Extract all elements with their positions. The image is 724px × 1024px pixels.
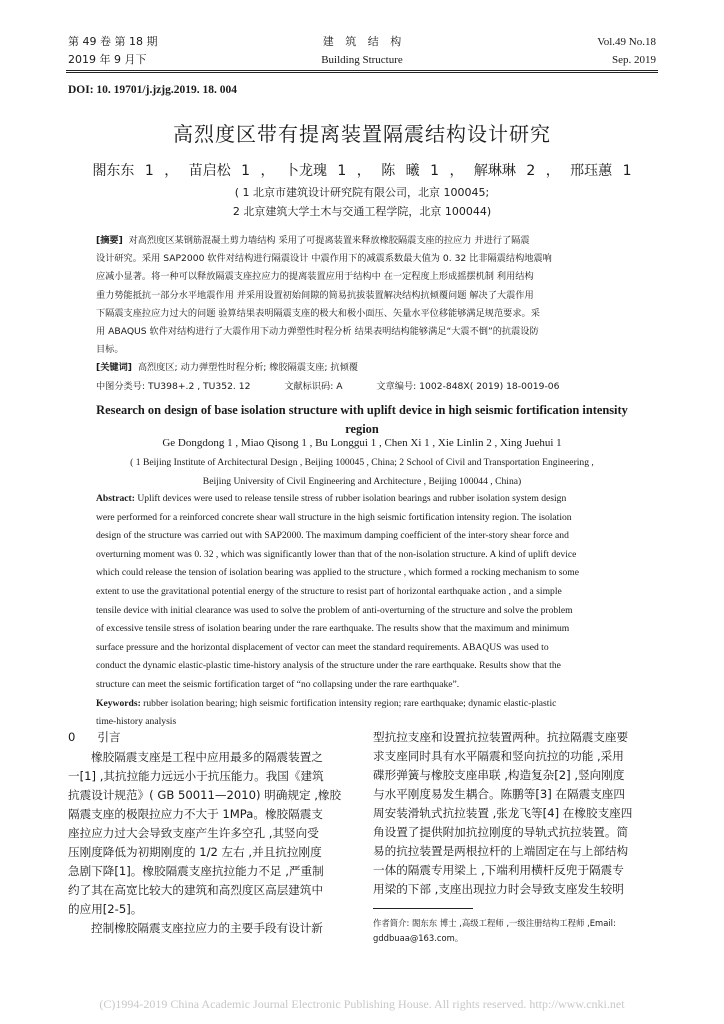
affiliation-en-2: Beijing University of Civil Engineering and Architecture , Beijing 100044 , China): [202, 476, 522, 487]
body-left-line: 控制橡胶隔震支座拉应力的主要手段有设计新: [91, 921, 323, 935]
abstract-en-line: extent to use the gravitational potential energy of the structure to resist part of horizontal earthquake action , and a simple: [96, 585, 562, 597]
abstract-en-label: Abstract:: [96, 493, 135, 504]
header-journal-cn: 建 筑 结 构: [322, 35, 402, 48]
abstract-en-line: [96, 490, 632, 509]
body-left-line: 抗震设计规范》( GB 50011—2010) 明确规定 ,橡胶: [68, 788, 342, 802]
abstract-cn-line: 目标。: [96, 344, 124, 356]
footnote-rule: [373, 908, 473, 909]
header-issue: 第 49 卷 第 18 期: [68, 35, 158, 48]
header-volume: Vol.49 No.18: [597, 36, 656, 48]
abstract-en-line: conduct the dynamic elastic-plastic time-history analysis of the structure under the rare earthquake. Results show that the: [96, 660, 561, 672]
abstract-en-line: which could release the tension of isolation bearing was applied to the structure , which formed a rocking mechanism to some: [96, 567, 580, 579]
footnote: [373, 916, 663, 946]
authors-cn: 閤东东 1 ， 苗启松 1 ， 卜龙瑰 1 ， 陈 曦 1 ， 解琳琳 2 ， 邢珏蕙 1: [92, 163, 632, 179]
classification-cn: [96, 378, 636, 396]
keywords-en-line: time-history analysis: [96, 716, 177, 728]
body-right-line: 一体的隔震专用梁上 ,下端利用横杆反兜于隔震专: [373, 863, 624, 877]
abstract-en-line: overturning moment was 0. 32 , which was significantly lower than that of the non-isolation structure. A kind of uplift device: [96, 548, 577, 560]
affiliation-cn-2: 2 北京建筑大学土木与交通工程学院，北京 100044): [232, 205, 492, 218]
body-left-line: 橡胶隔震支座是工程中应用最多的隔震装置之: [91, 750, 323, 764]
abstract-cn-line: 下隔震支座拉应力过大的问题 验算结果表明隔震支座的极大和极小面压、矢量水平位移能够满足规范要求。采: [96, 307, 540, 319]
keywords-en: [96, 695, 632, 714]
abstract-cn-label: [摘要]: [96, 235, 123, 246]
abstract-en-line: tensile device with initial clearance was used to solve the problem of anti-overturning of the structure and solve the problem: [96, 604, 573, 616]
affiliation-cn-1: ( 1 北京市建筑设计研究院有限公司，北京 100045;: [234, 186, 490, 199]
body-right-line: 与水平刚度易发生耦合。陈鹏等[3] 在隔震支座四: [373, 787, 625, 801]
header-rule-top: [66, 70, 658, 71]
body-left-line: 急剧下降[1]。橡胶隔震支座抗拉能力不足 ,严重制: [68, 864, 324, 878]
abstract-cn: [96, 232, 636, 396]
body-left-line: 座拉应力过大会导致支座产生许多空孔 ,其竖向受: [68, 826, 319, 840]
body-right-line: 型抗拉支座和设置抗拉装置两种。抗拉隔震支座要: [373, 730, 629, 744]
header-date: 2019 年 9 月下: [68, 53, 147, 66]
footnote-line: gddbuaa@163.com。: [373, 933, 464, 943]
abstract-en-line: design of the structure was carried out with SAP2000. The maximum damping coefficient of the inter-story shear force and: [96, 530, 569, 542]
abstract-cn-line: [96, 232, 636, 250]
body-left-line: 一[1] ,其抗拉能力远远小于抗压能力。我国《建筑: [68, 769, 324, 783]
abstract-cn-line: 应减小显著。将一种可以释放隔震支座拉应力的提离装置应用于结构中 在一定程度上形成摇摆机制 利用结构: [96, 271, 534, 283]
body-right-line: 用梁的下部 ,支座出现拉力时会导致支座发生较明: [373, 882, 624, 896]
abstract-en-line: were performed for a reinforced concrete shear wall structure in the high seismic fortification intensity region. The isolation: [96, 511, 572, 523]
body-left-line: 隔震支座的极限拉应力不大于 1MPa。橡胶隔震支: [68, 807, 323, 821]
abstract-en-line: of excessive tensile stress of isolation bearing under the rare earthquake. The results show that the maximum and minimum: [96, 623, 570, 635]
body-right-line: 周安装滑轨式抗拉装置 ,张龙飞等[4] 在橡胶支座四: [373, 806, 633, 820]
keywords-en-text: rubber isolation bearing; high seismic fortification intensity region; rare earthquake; dynamic elastic-plastic: [143, 697, 557, 709]
body-left-line: 的应用[2-5]。: [68, 902, 143, 916]
affiliation-en-1: ( 1 Beijing Institute of Architectural Design , Beijing 100045 , China; 2 School of Civil and Transportation Engineering ,: [130, 457, 594, 468]
body-right-line: 角设置了提供附加抗拉刚度的导轨式抗拉装置。简: [373, 825, 629, 839]
abstract-en-line: structure can meet the seismic fortification target of “no collapsing under the rare earthquake”.: [96, 678, 460, 690]
header-month: Sep. 2019: [612, 54, 656, 66]
body-left-column: [68, 748, 358, 938]
body-left-line: 约了其在高宽比较大的建筑和高烈度区高层建筑中: [68, 883, 324, 897]
authors-en: Ge Dongdong 1 , Miao Qisong 1 , Bu Longgui 1 , Chen Xi 1 , Xie Linlin 2 , Xing Juehui 1: [162, 437, 562, 449]
body-right-line: 求支座同时具有水平隔震和竖向抗拉的功能 ,采用: [373, 749, 624, 763]
abstract-cn-line: 用 ABAQUS 软件对结构进行了大震作用下动力弹塑性时程分析 结果表明结构能够满足“大震不倒”的抗震设防: [96, 326, 539, 338]
abstract-en-text: Uplift devices were used to release tensile stress of rubber isolation bearings and rubber isolation system design: [137, 493, 567, 504]
copyright-footer: (C)1994-2019 China Academic Journal Electronic Publishing House. All rights reserved. http://www.cnki.net: [99, 997, 625, 1011]
section-number: 0: [68, 730, 76, 744]
footnote-line: 作者简介: 閤东东 博士 ,高级工程师 ,一级注册结构工程师 ,Email:: [373, 918, 616, 928]
body-right-column: [373, 728, 663, 899]
abstract-cn-line: 重力势能抵抗一部分水平地震作用 并采用设置初始间隙的简易抗拔装置解决结构抗倾覆问题 解决了大震作用: [96, 289, 534, 301]
abstract-cn-line: 设计研究。采用 SAP2000 软件对结构进行隔震设计 中震作用下的减震系数最大值为 0. 32 比非隔震结构地震响: [96, 253, 552, 265]
abstract-en: [96, 490, 632, 732]
paper-title-cn: 高烈度区带有提离装置隔震结构设计研究: [173, 122, 551, 146]
paper-title-en: Research on design of base isolation structure with uplift device in high seismic fortification intensity region: [96, 403, 628, 436]
body-left-line: 压刚度降低为初期刚度的 1/2 左右 ,并且抗拉刚度: [68, 845, 322, 859]
keywords-cn-text: 高烈度区; 动力弹塑性时程分析; 橡胶隔震支座; 抗倾覆: [137, 362, 358, 374]
abstract-cn-text: 对高烈度区某钢筋混凝土剪力墙结构 采用了可提离装置来释放橡胶隔震支座的拉应力 并进行了隔震: [128, 235, 530, 246]
body-right-line: 易的抗拉装置是两根拉杆的上端固定在与上部结构: [373, 844, 629, 858]
keywords-en-label: Keywords:: [96, 697, 141, 709]
document-code: 文献标识码: A: [284, 380, 343, 392]
abstract-en-line: surface pressure and the horizontal displacement of vector can meet the standard requirements. ABAQUS was used to: [96, 641, 549, 653]
article-number: 文章编号: 1002-848X( 2019) 18-0019-06: [376, 380, 560, 392]
header-rule-bottom: [66, 72, 658, 73]
body-right-line: 碟形弹簧与橡胶支座串联 ,构造复杂[2] ,竖向刚度: [373, 768, 625, 782]
header-journal-en: Building Structure: [321, 54, 403, 66]
keywords-cn: [96, 359, 636, 377]
doi: DOI: 10. 19701/j.jzjg.2019. 18. 004: [68, 84, 237, 96]
clc-number: 中图分类号: TU398+.2 , TU352. 12: [96, 380, 251, 392]
section-heading: [68, 728, 121, 747]
section-title: 引言: [97, 730, 121, 744]
keywords-cn-label: [关键词]: [96, 362, 132, 374]
